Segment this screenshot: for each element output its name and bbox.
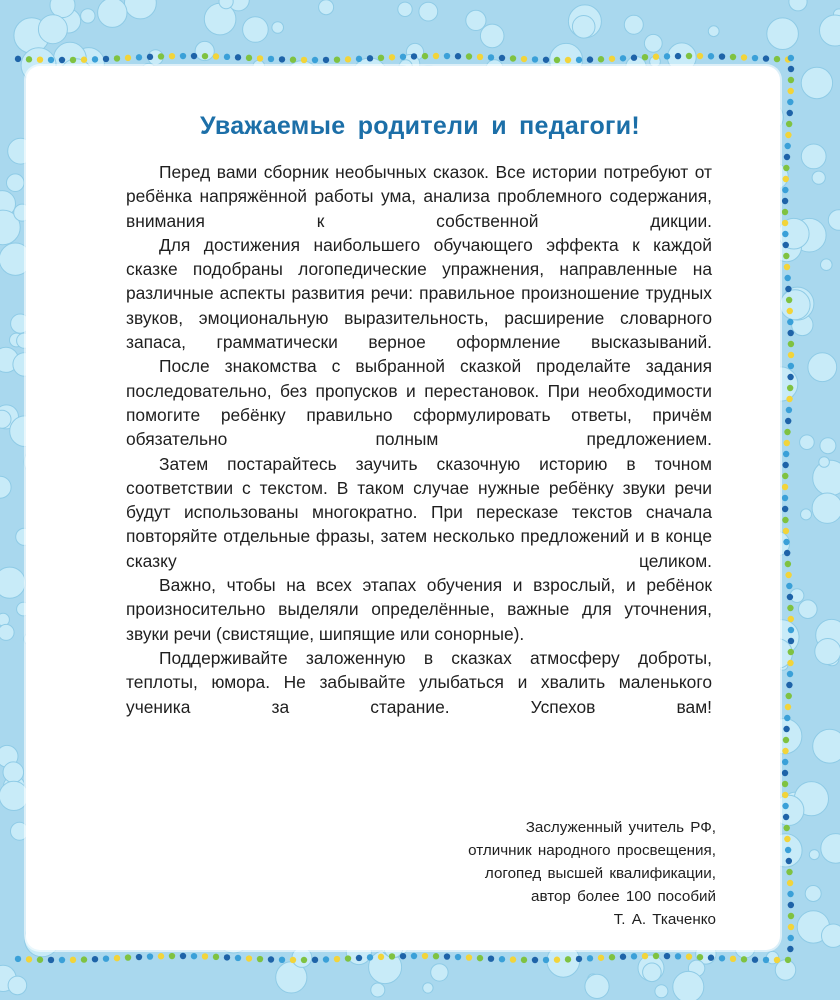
border-dot <box>477 955 483 961</box>
bubble-shape <box>0 567 25 598</box>
border-dot <box>422 953 428 959</box>
border-dot <box>246 955 252 961</box>
bubble-shape <box>0 613 9 626</box>
border-dot <box>730 956 736 962</box>
border-dot <box>787 330 793 336</box>
border-dot <box>664 953 670 959</box>
border-dot <box>788 913 794 919</box>
paragraph-1: Перед вами сборник необычных сказок. Все истории потребуют от ребёнка напряжённой работы ума, анализа проблемного содержания, внимания к собственной дикции. <box>126 162 712 231</box>
border-dot <box>356 955 362 961</box>
border-dot <box>180 53 186 59</box>
border-dot <box>785 957 791 963</box>
border-dot <box>576 956 582 962</box>
border-dot <box>786 682 792 688</box>
border-dot <box>785 572 791 578</box>
signature-line-1: Заслуженный учитель РФ, <box>525 819 716 836</box>
border-dot <box>697 954 703 960</box>
border-dot <box>114 955 120 961</box>
bubble-shape <box>0 624 14 640</box>
border-dot <box>92 956 98 962</box>
border-dot <box>224 954 230 960</box>
border-dot <box>411 53 417 59</box>
paragraph-2: Для достижения наибольшего обучающего эффекта к каждой сказке подобраны логопедические упражнения, направленные на различные аспекты развития речи: правильное произношение трудных звуков, эмоциональную выразительность, расширение словарного запаса, грамматически верное оформление высказываний. <box>126 234 712 353</box>
bubble-shape <box>643 963 662 982</box>
border-dot <box>782 473 788 479</box>
border-dot <box>708 53 714 59</box>
border-dot <box>783 539 789 545</box>
border-dot <box>125 55 131 61</box>
border-dot <box>389 953 395 959</box>
bubble-shape <box>815 639 840 665</box>
border-dot <box>786 407 792 413</box>
border-dot <box>48 957 54 963</box>
border-dot <box>788 935 794 941</box>
border-dot <box>400 54 406 60</box>
border-dot <box>598 56 604 62</box>
border-dot <box>598 955 604 961</box>
border-dot <box>554 957 560 963</box>
border-dot <box>620 954 626 960</box>
border-dot <box>565 57 571 63</box>
bubble-shape <box>822 924 840 947</box>
border-dot <box>15 56 21 62</box>
border-dot <box>587 955 593 961</box>
border-dot <box>301 57 307 63</box>
border-dot <box>787 880 793 886</box>
border-dot <box>433 953 439 959</box>
border-dot <box>532 957 538 963</box>
border-dot <box>532 56 538 62</box>
border-dot <box>787 319 793 325</box>
border-dot <box>774 56 780 62</box>
border-dot <box>444 53 450 59</box>
border-dot <box>158 53 164 59</box>
border-dot <box>620 55 626 61</box>
border-dot <box>488 955 494 961</box>
bubble-shape <box>800 435 815 450</box>
border-dot <box>784 550 790 556</box>
border-dot <box>191 953 197 959</box>
bubble-shape <box>708 26 719 37</box>
border-dot <box>37 957 43 963</box>
border-dot <box>787 374 793 380</box>
border-dot <box>653 953 659 959</box>
bubble-shape <box>820 15 840 46</box>
border-dot <box>782 198 788 204</box>
border-dot <box>147 54 153 60</box>
border-dot <box>788 55 794 61</box>
border-dot <box>788 638 794 644</box>
border-dot <box>741 956 747 962</box>
border-dot <box>788 616 794 622</box>
border-dot <box>783 176 789 182</box>
paragraph-3: После знакомства с выбранной сказкой проделайте задания последовательно, без пропусков и перестановок. При необходимости помогите ребёнку правильно сформулировать ответы, причём обязательно полным предложением. <box>126 356 712 450</box>
border-dot <box>59 57 65 63</box>
signature-line-2: отличник народного просвещения, <box>468 842 716 859</box>
border-dot <box>785 418 791 424</box>
border-dot <box>389 54 395 60</box>
bubble-shape <box>572 15 595 38</box>
bubble-shape <box>767 18 799 50</box>
border-dot <box>345 56 351 62</box>
border-dot <box>786 396 792 402</box>
border-dot <box>136 54 142 60</box>
border-dot <box>235 955 241 961</box>
bubble-shape <box>3 762 24 783</box>
bubble-shape <box>243 17 269 43</box>
border-dot <box>224 54 230 60</box>
bubble-shape <box>812 493 840 523</box>
border-dot <box>466 53 472 59</box>
bubble-shape <box>204 3 236 35</box>
border-dot <box>169 53 175 59</box>
border-dot <box>787 946 793 952</box>
border-dot <box>202 53 208 59</box>
border-dot <box>784 264 790 270</box>
border-dot <box>477 54 483 60</box>
border-dot <box>488 54 494 60</box>
border-dot <box>576 57 582 63</box>
border-dot <box>268 56 274 62</box>
border-dot <box>782 495 788 501</box>
border-dot <box>290 57 296 63</box>
border-dot <box>158 953 164 959</box>
bubble-shape <box>801 144 826 169</box>
border-dot <box>301 957 307 963</box>
border-dot <box>521 957 527 963</box>
border-dot <box>587 56 593 62</box>
border-dot <box>763 55 769 61</box>
border-dot <box>169 953 175 959</box>
border-dot <box>782 517 788 523</box>
border-dot <box>782 792 788 798</box>
bubble-shape <box>821 259 833 271</box>
border-dot <box>708 955 714 961</box>
border-dot <box>787 88 793 94</box>
border-dot <box>367 954 373 960</box>
bubble-shape <box>819 457 830 468</box>
border-dot <box>279 957 285 963</box>
bubble-shape <box>808 353 837 382</box>
bubble-shape <box>7 174 25 192</box>
bubble-shape <box>585 974 609 998</box>
border-dot <box>782 209 788 215</box>
bubble-shape <box>81 9 95 23</box>
border-dot <box>788 352 794 358</box>
border-dot <box>81 57 87 63</box>
border-dot <box>787 891 793 897</box>
border-dot <box>686 53 692 59</box>
border-dot <box>786 297 792 303</box>
border-dot <box>191 53 197 59</box>
bubble-shape <box>38 15 67 44</box>
border-dot <box>686 953 692 959</box>
border-dot <box>510 55 516 61</box>
border-dot <box>784 143 790 149</box>
border-dot <box>499 956 505 962</box>
border-dot <box>784 836 790 842</box>
border-dot <box>730 54 736 60</box>
border-dot <box>455 954 461 960</box>
border-dot <box>521 56 527 62</box>
border-dot <box>787 385 793 391</box>
paragraph-5: Важно, чтобы на всех этапах обучения и взрослый, и ребёнок произносительно выделяли определённые, важные для уточнения, звуки речи (свистящие, шипящие или сонорные). <box>126 575 712 644</box>
bubble-shape <box>431 964 448 981</box>
border-dot <box>543 957 549 963</box>
border-dot <box>785 286 791 292</box>
border-dot <box>785 561 791 567</box>
border-dot <box>48 57 54 63</box>
bubble-shape <box>319 0 334 15</box>
border-dot <box>642 953 648 959</box>
border-dot <box>92 56 98 62</box>
bubble-shape <box>828 210 840 231</box>
border-dot <box>787 605 793 611</box>
paragraph-6: Поддерживайте заложенную в сказках атмосферу доброты, теплоты, юмора. Не забывайте улыбаться и хвалить маленького ученика за старание. Успехов вам! <box>126 647 712 717</box>
border-dot <box>784 154 790 160</box>
border-dot <box>202 953 208 959</box>
border-dot <box>499 55 505 61</box>
border-dot <box>444 953 450 959</box>
border-dot <box>103 955 109 961</box>
border-dot <box>784 715 790 721</box>
border-dot <box>786 693 792 699</box>
border-dot <box>786 583 792 589</box>
border-dot <box>70 957 76 963</box>
border-dot <box>565 956 571 962</box>
border-dot <box>675 53 681 59</box>
border-dot <box>782 220 788 226</box>
border-dot <box>788 66 794 72</box>
border-dot <box>787 99 793 105</box>
border-dot <box>334 956 340 962</box>
border-dot <box>752 957 758 963</box>
border-dot <box>125 954 131 960</box>
border-dot <box>788 363 794 369</box>
border-dot <box>784 275 790 281</box>
bubble-shape <box>0 476 11 498</box>
border-dot <box>783 726 789 732</box>
border-dot <box>788 924 794 930</box>
border-dot <box>782 462 788 468</box>
border-dot <box>741 54 747 60</box>
border-dot <box>631 55 637 61</box>
border-dot <box>411 953 417 959</box>
border-dot <box>257 956 263 962</box>
border-dot <box>323 956 329 962</box>
border-dot <box>609 56 615 62</box>
bubble-shape <box>801 509 812 520</box>
border-dot <box>279 56 285 62</box>
border-dot <box>785 847 791 853</box>
author-signature <box>468 816 716 931</box>
border-dot <box>783 814 789 820</box>
border-dot <box>782 803 788 809</box>
bubble-shape <box>821 834 840 864</box>
border-dot <box>213 53 219 59</box>
bubble-shape <box>655 985 668 998</box>
border-dot <box>466 954 472 960</box>
border-dot <box>81 956 87 962</box>
bubble-shape <box>813 729 840 763</box>
border-dot <box>180 953 186 959</box>
bubble-shape <box>780 290 810 320</box>
border-dot <box>787 660 793 666</box>
border-dot <box>788 902 794 908</box>
border-dot <box>788 649 794 655</box>
border-dot <box>378 55 384 61</box>
border-dot <box>752 55 758 61</box>
border-dot <box>213 954 219 960</box>
border-dot <box>664 53 670 59</box>
border-dot <box>147 953 153 959</box>
border-dot <box>70 57 76 63</box>
border-dot <box>783 242 789 248</box>
border-dot <box>290 957 296 963</box>
intro-text <box>126 160 712 719</box>
bubble-shape <box>820 438 836 454</box>
border-dot <box>719 53 725 59</box>
border-dot <box>788 77 794 83</box>
border-dot <box>783 825 789 831</box>
border-dot <box>783 451 789 457</box>
border-dot <box>788 627 794 633</box>
border-dot <box>609 954 615 960</box>
border-dot <box>788 341 794 347</box>
bubble-shape <box>673 971 704 1000</box>
border-dot <box>782 759 788 765</box>
bubble-shape <box>423 983 433 993</box>
border-dot <box>257 55 263 61</box>
border-dot <box>510 956 516 962</box>
border-dot <box>653 54 659 60</box>
border-dot <box>37 56 43 62</box>
border-dot <box>787 671 793 677</box>
border-dot <box>136 954 142 960</box>
border-dot <box>554 57 560 63</box>
border-dot <box>783 528 789 534</box>
border-dot <box>719 955 725 961</box>
border-dot <box>433 53 439 59</box>
border-dot <box>784 429 790 435</box>
page-title: Уважаемые родители и педагоги! <box>199 112 641 140</box>
border-dot <box>631 953 637 959</box>
border-dot <box>543 57 549 63</box>
border-dot <box>312 57 318 63</box>
border-dot <box>783 165 789 171</box>
border-dot <box>367 55 373 61</box>
border-dot <box>782 506 788 512</box>
border-dot <box>246 55 252 61</box>
border-dot <box>763 957 769 963</box>
border-dot <box>235 54 241 60</box>
bubble-shape <box>124 0 156 19</box>
border-dot <box>345 955 351 961</box>
bubble-shape <box>624 15 643 34</box>
border-dot <box>334 56 340 62</box>
signature-line-4: автор более 100 пособий <box>531 888 716 905</box>
border-dot <box>675 953 681 959</box>
bubble-shape <box>98 0 127 27</box>
border-dot <box>268 956 274 962</box>
bubble-shape <box>812 171 825 184</box>
bubble-shape <box>8 976 27 995</box>
bubble-shape <box>419 2 438 21</box>
bubble-shape <box>398 2 412 16</box>
signature-author-name: Т. А. Ткаченко <box>613 911 716 928</box>
bubble-shape <box>805 886 821 902</box>
border-dot <box>422 53 428 59</box>
border-dot <box>782 781 788 787</box>
border-dot <box>785 704 791 710</box>
border-dot <box>114 55 120 61</box>
border-dot <box>312 957 318 963</box>
border-dot <box>103 56 109 62</box>
border-dot <box>782 770 788 776</box>
signature-line-3: логопед высшей квалификации, <box>484 865 716 882</box>
bubble-shape <box>799 600 818 619</box>
border-dot <box>455 53 461 59</box>
bubble-shape <box>0 781 28 810</box>
border-dot <box>787 594 793 600</box>
border-dot <box>774 957 780 963</box>
bubble-shape <box>789 0 807 11</box>
bubble-shape <box>801 67 832 98</box>
border-dot <box>26 956 32 962</box>
border-dot <box>787 308 793 314</box>
border-dot <box>642 54 648 60</box>
border-dot <box>400 953 406 959</box>
border-dot <box>782 231 788 237</box>
bubble-shape <box>480 24 504 48</box>
border-dot <box>26 56 32 62</box>
paragraph-4: Затем постарайтесь заучить сказочную историю в точном соответствии с текстом. В таком случае нужные ребёнку звуки речи будут использованы многократно. При пересказе текстов сначала повторяйте отдельные фразы, затем несколько предложений и в конце сказку целиком. <box>126 453 712 571</box>
border-dot <box>356 56 362 62</box>
bubble-shape <box>809 850 819 860</box>
bubble-shape <box>644 34 662 52</box>
border-dot <box>59 957 65 963</box>
border-dot <box>697 53 703 59</box>
border-dot <box>782 484 788 490</box>
bubble-shape <box>371 983 385 997</box>
border-dot <box>783 253 789 259</box>
border-dot <box>378 954 384 960</box>
border-dot <box>783 737 789 743</box>
border-dot <box>323 57 329 63</box>
border-dot <box>786 858 792 864</box>
bubble-shape <box>272 22 284 34</box>
border-dot <box>782 748 788 754</box>
border-dot <box>15 956 21 962</box>
bubble-shape <box>466 10 486 30</box>
border-dot <box>782 187 788 193</box>
border-dot <box>784 440 790 446</box>
border-dot <box>786 869 792 875</box>
